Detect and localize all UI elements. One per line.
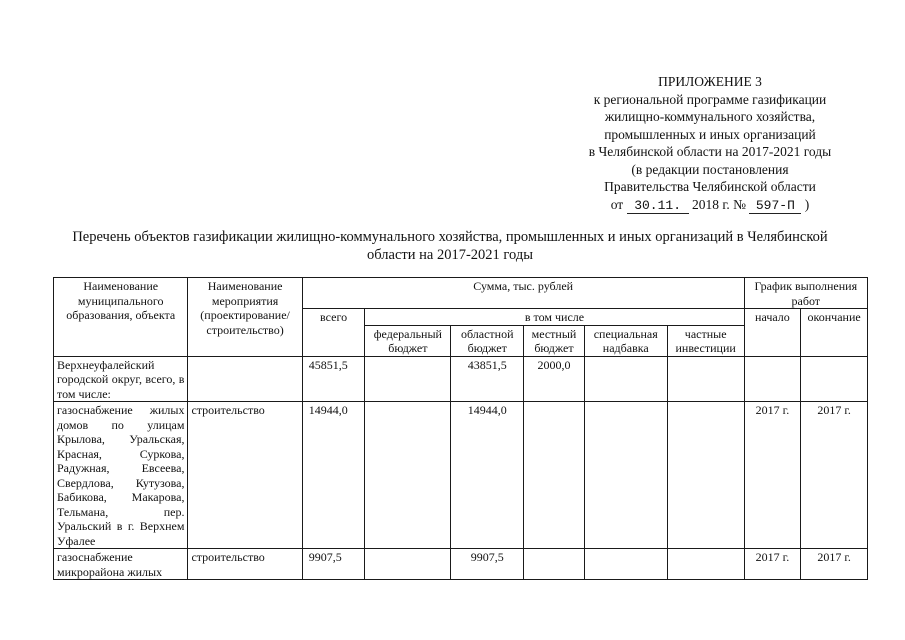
appendix-heading: ПРИЛОЖЕНИЕ 3 [658, 74, 762, 89]
cell-federal [365, 549, 451, 580]
cell-local [524, 549, 585, 580]
cell-federal [365, 402, 451, 549]
cell-private [667, 402, 744, 549]
header-sum: Сумма, тыс. рублей [302, 278, 744, 309]
cell-start: 2017 г. [744, 402, 801, 549]
appendix-line: в Челябинской области на 2017-2021 годы [588, 144, 832, 159]
header-name: Наименование муниципального образования, объекта [54, 278, 188, 357]
cell-name: Верхнеуфалейский городской округ, всего, в том числе: [54, 356, 188, 402]
year-text: 2018 г. № [691, 196, 746, 212]
header-end: окончание [801, 309, 868, 357]
header-total: всего [302, 309, 365, 357]
table-row [54, 549, 868, 580]
cell-end: 2017 г. [801, 402, 868, 549]
cell-regional: 43851,5 [451, 356, 524, 402]
cell-private [667, 356, 744, 402]
cell-regional: 14944,0 [451, 402, 524, 549]
cell-total: 14944,0 [302, 402, 365, 549]
header-including: в том числе [365, 309, 744, 326]
header-schedule: График выполнения работ [744, 278, 867, 309]
appendix-line: (в редакции постановления [631, 161, 789, 177]
closing-paren: ) [804, 196, 810, 212]
date-value: 30.11. [627, 199, 689, 214]
appendix-date-line [560, 196, 860, 214]
header-regional: областной бюджет [451, 325, 524, 356]
appendix-line: промышленных и иных организаций [604, 126, 816, 142]
objects-table [53, 277, 868, 580]
table-row [54, 356, 868, 402]
cell-federal [365, 356, 451, 402]
cell-activity: строительство [188, 402, 302, 549]
resolution-number: 597-П [749, 199, 801, 214]
cell-start: 2017 г. [744, 549, 801, 580]
date-prefix: от [610, 196, 624, 212]
cell-activity: строительство [188, 549, 302, 580]
cell-total: 9907,5 [302, 549, 365, 580]
cell-start [744, 356, 801, 402]
cell-name: газоснабжение жилых домов по улицам Крылова, Уральская, Красная, Суркова, Радужная, Евсеева, Свердлова, Кутузова, Бабикова, Макарова, Тельмана, пер. Уральский в г. Верхнем Уфалее [54, 402, 188, 549]
header-start: начало [744, 309, 801, 357]
cell-local: 2000,0 [524, 356, 585, 402]
cell-special [584, 402, 667, 549]
header-federal: федеральный бюджет [365, 325, 451, 356]
header-row [54, 278, 868, 309]
cell-special [584, 356, 667, 402]
appendix-header [560, 73, 860, 214]
cell-name: газоснабжение микрорайона жилых [54, 549, 188, 580]
header-private: частные инвестиции [667, 325, 744, 356]
cell-private [667, 549, 744, 580]
cell-end [801, 356, 868, 402]
cell-total: 45851,5 [302, 356, 365, 402]
header-local: местный бюджет [524, 325, 585, 356]
appendix-line: Правительства Челябинской области [604, 179, 816, 194]
cell-special [584, 549, 667, 580]
appendix-line: жилищно-коммунального хозяйства, [604, 109, 816, 124]
cell-end: 2017 г. [801, 549, 868, 580]
cell-activity [188, 356, 302, 402]
document-title: Перечень объектов газификации жилищно-коммунального хозяйства, промышленных и иных организаций в Челябинской области на 2017-2021 годы [72, 229, 828, 263]
header-special: специальная надбавка [584, 325, 667, 356]
cell-regional: 9907,5 [451, 549, 524, 580]
header-activity: Наименование мероприятия (проектирование/ строительство) [188, 278, 302, 357]
cell-local [524, 402, 585, 549]
table-row [54, 402, 868, 549]
appendix-line: к региональной программе газификации [593, 91, 827, 107]
